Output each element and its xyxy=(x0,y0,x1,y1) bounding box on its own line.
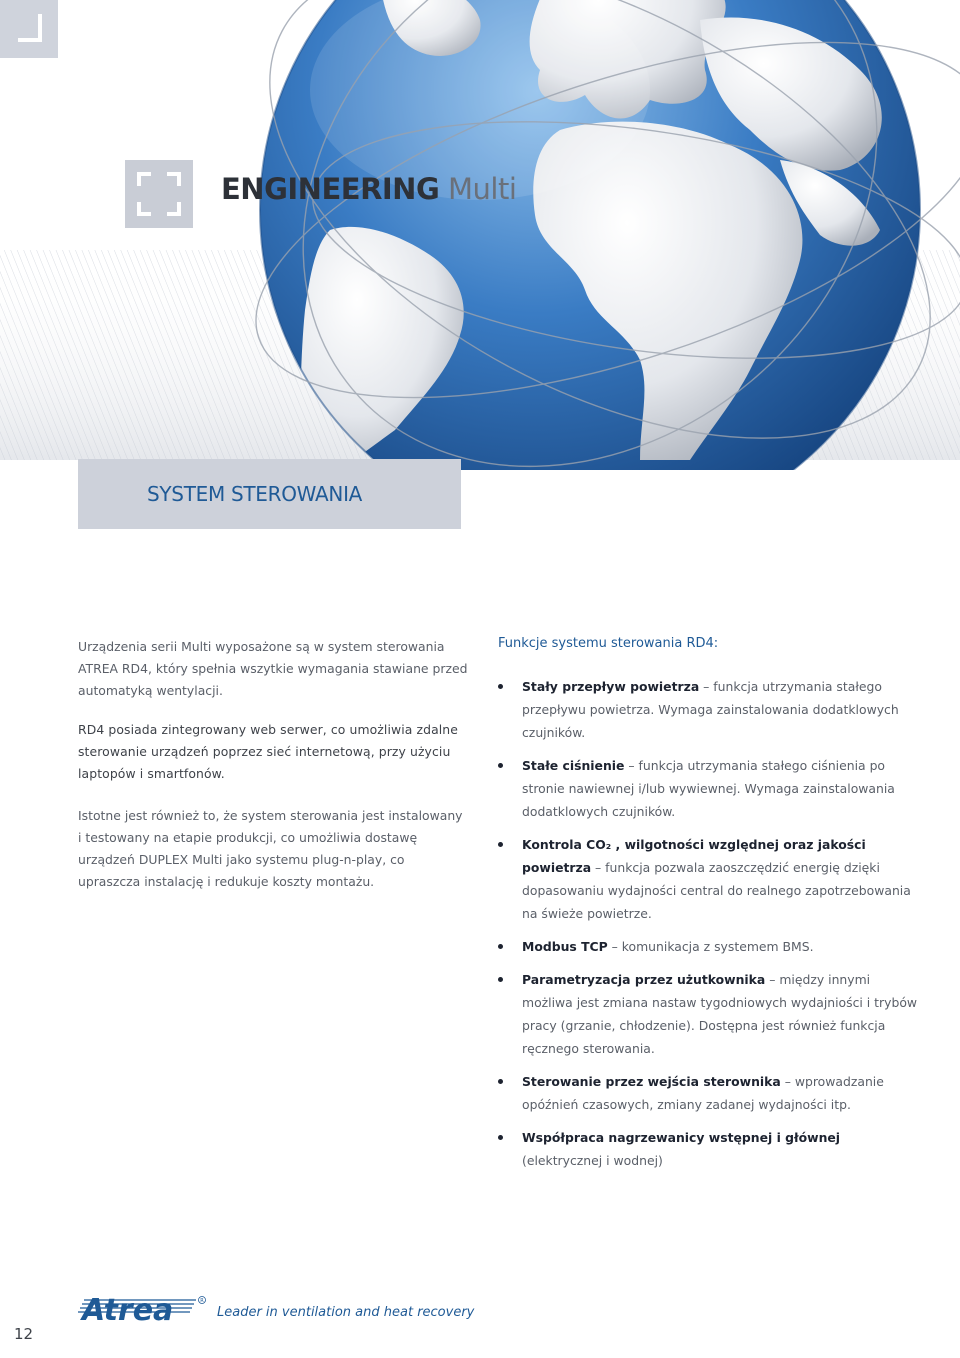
list-item-text: – funkcja utrzymania stałego ciśnienia po stronie nawiewnej i/lub wywiewnej. Wymaga zainstalowania dodatklowych czujników. xyxy=(522,758,895,819)
functions-list xyxy=(498,675,918,1172)
list-item xyxy=(498,675,918,744)
list-item-bold: Współpraca nagrzewanicy wstępnej i głównej xyxy=(522,1130,841,1145)
globe-illustration xyxy=(0,0,960,470)
list-item xyxy=(498,833,918,925)
atrea-logo-text: Atrea xyxy=(82,1293,174,1326)
bullet-icon xyxy=(498,1135,503,1140)
atrea-logo xyxy=(78,1290,208,1330)
list-item xyxy=(498,935,918,958)
bullet-icon xyxy=(498,842,503,847)
list-item-bold: Parametryzacja przez użutkownika xyxy=(522,972,766,987)
list-item-text: – wprowadzanie opóźnień czasowych, zmiany zadanej wydajności itp. xyxy=(522,1074,884,1112)
list-item xyxy=(498,1070,918,1116)
globe-svg xyxy=(0,0,960,470)
list-item-text: – komunikacja z systemem BMS. xyxy=(607,939,814,954)
atrea-logo-icon xyxy=(78,1290,208,1326)
right-column xyxy=(498,636,918,1182)
bullet-icon xyxy=(498,1079,503,1084)
engineering-title xyxy=(221,172,516,206)
bracket-frame-icon xyxy=(125,160,193,228)
list-item-text: (elektrycznej i wodnej) xyxy=(522,1153,663,1168)
web-server-paragraph: RD4 posiada zintegrowany web serwer, co umożliwia zdalne sterowanie urządzeń poprzez sieć internetową, przy użyciu laptopów i smartfonów. xyxy=(78,722,458,781)
bullet-icon xyxy=(498,763,503,768)
list-item-bold: Stałe ciśnienie xyxy=(522,758,625,773)
engineering-title-bold: ENGINEERING xyxy=(221,172,440,206)
intro-paragraph: Urządzenia serii Multi wyposażone są w system sterowania ATREA RD4, który spełnia wszytkie wymagania stawiane przed automatyką wentylacji. xyxy=(78,639,468,698)
list-item-bold: Stały przepływ powietrza xyxy=(522,679,700,694)
list-item xyxy=(498,1126,918,1172)
list-item-bold: Sterowanie przez wejścia sterownika xyxy=(522,1074,781,1089)
footer-tagline: Leader in ventilation and heat recovery xyxy=(217,1305,475,1320)
bullet-icon xyxy=(498,977,503,982)
list-item-text: – między innymi możliwa jest zmiana nastaw tygodniowych wydajniości i trybów pracy (grzanie, chłodzenie). Dostępna jest również funkcja ręcznego sterowania. xyxy=(522,972,918,1056)
list-item xyxy=(498,754,918,823)
functions-title: Funkcje systemu sterowania RD4: xyxy=(498,636,719,651)
list-item-text: – funkcja utrzymania stałego przepływu powietrza. Wymaga zainstalowania dodatklowych czujników. xyxy=(522,679,899,740)
bullet-icon xyxy=(498,684,503,689)
list-item xyxy=(498,968,918,1060)
list-item-bold: Kontrola CO₂ , wilgotności względnej oraz jakości powietrza xyxy=(522,837,866,875)
left-column xyxy=(78,636,468,893)
page-number: 12 xyxy=(14,1325,34,1343)
plug-n-play-paragraph: Istotne jest również to, że system sterowania jest instalowany i testowany na etapie produkcji, co umożliwia dostawę urządzeń DUPLEX Multi jako systemu plug-n-play, co upraszcza instalację i redukuje koszty montażu. xyxy=(78,808,463,889)
section-title: SYSTEM STEROWANIA xyxy=(147,482,363,506)
bullet-icon xyxy=(498,944,503,949)
engineering-title-light: Multi xyxy=(439,172,517,206)
list-item-bold: Modbus TCP xyxy=(522,939,608,954)
svg-text:R: R xyxy=(200,1298,204,1304)
engineering-badge xyxy=(125,160,193,228)
list-item-text: – funkcja pozwala zaoszczędzić energię dzięki dopasowaniu wydajności central do realnego zapotrzebowania na świeże powietrze. xyxy=(522,860,911,921)
